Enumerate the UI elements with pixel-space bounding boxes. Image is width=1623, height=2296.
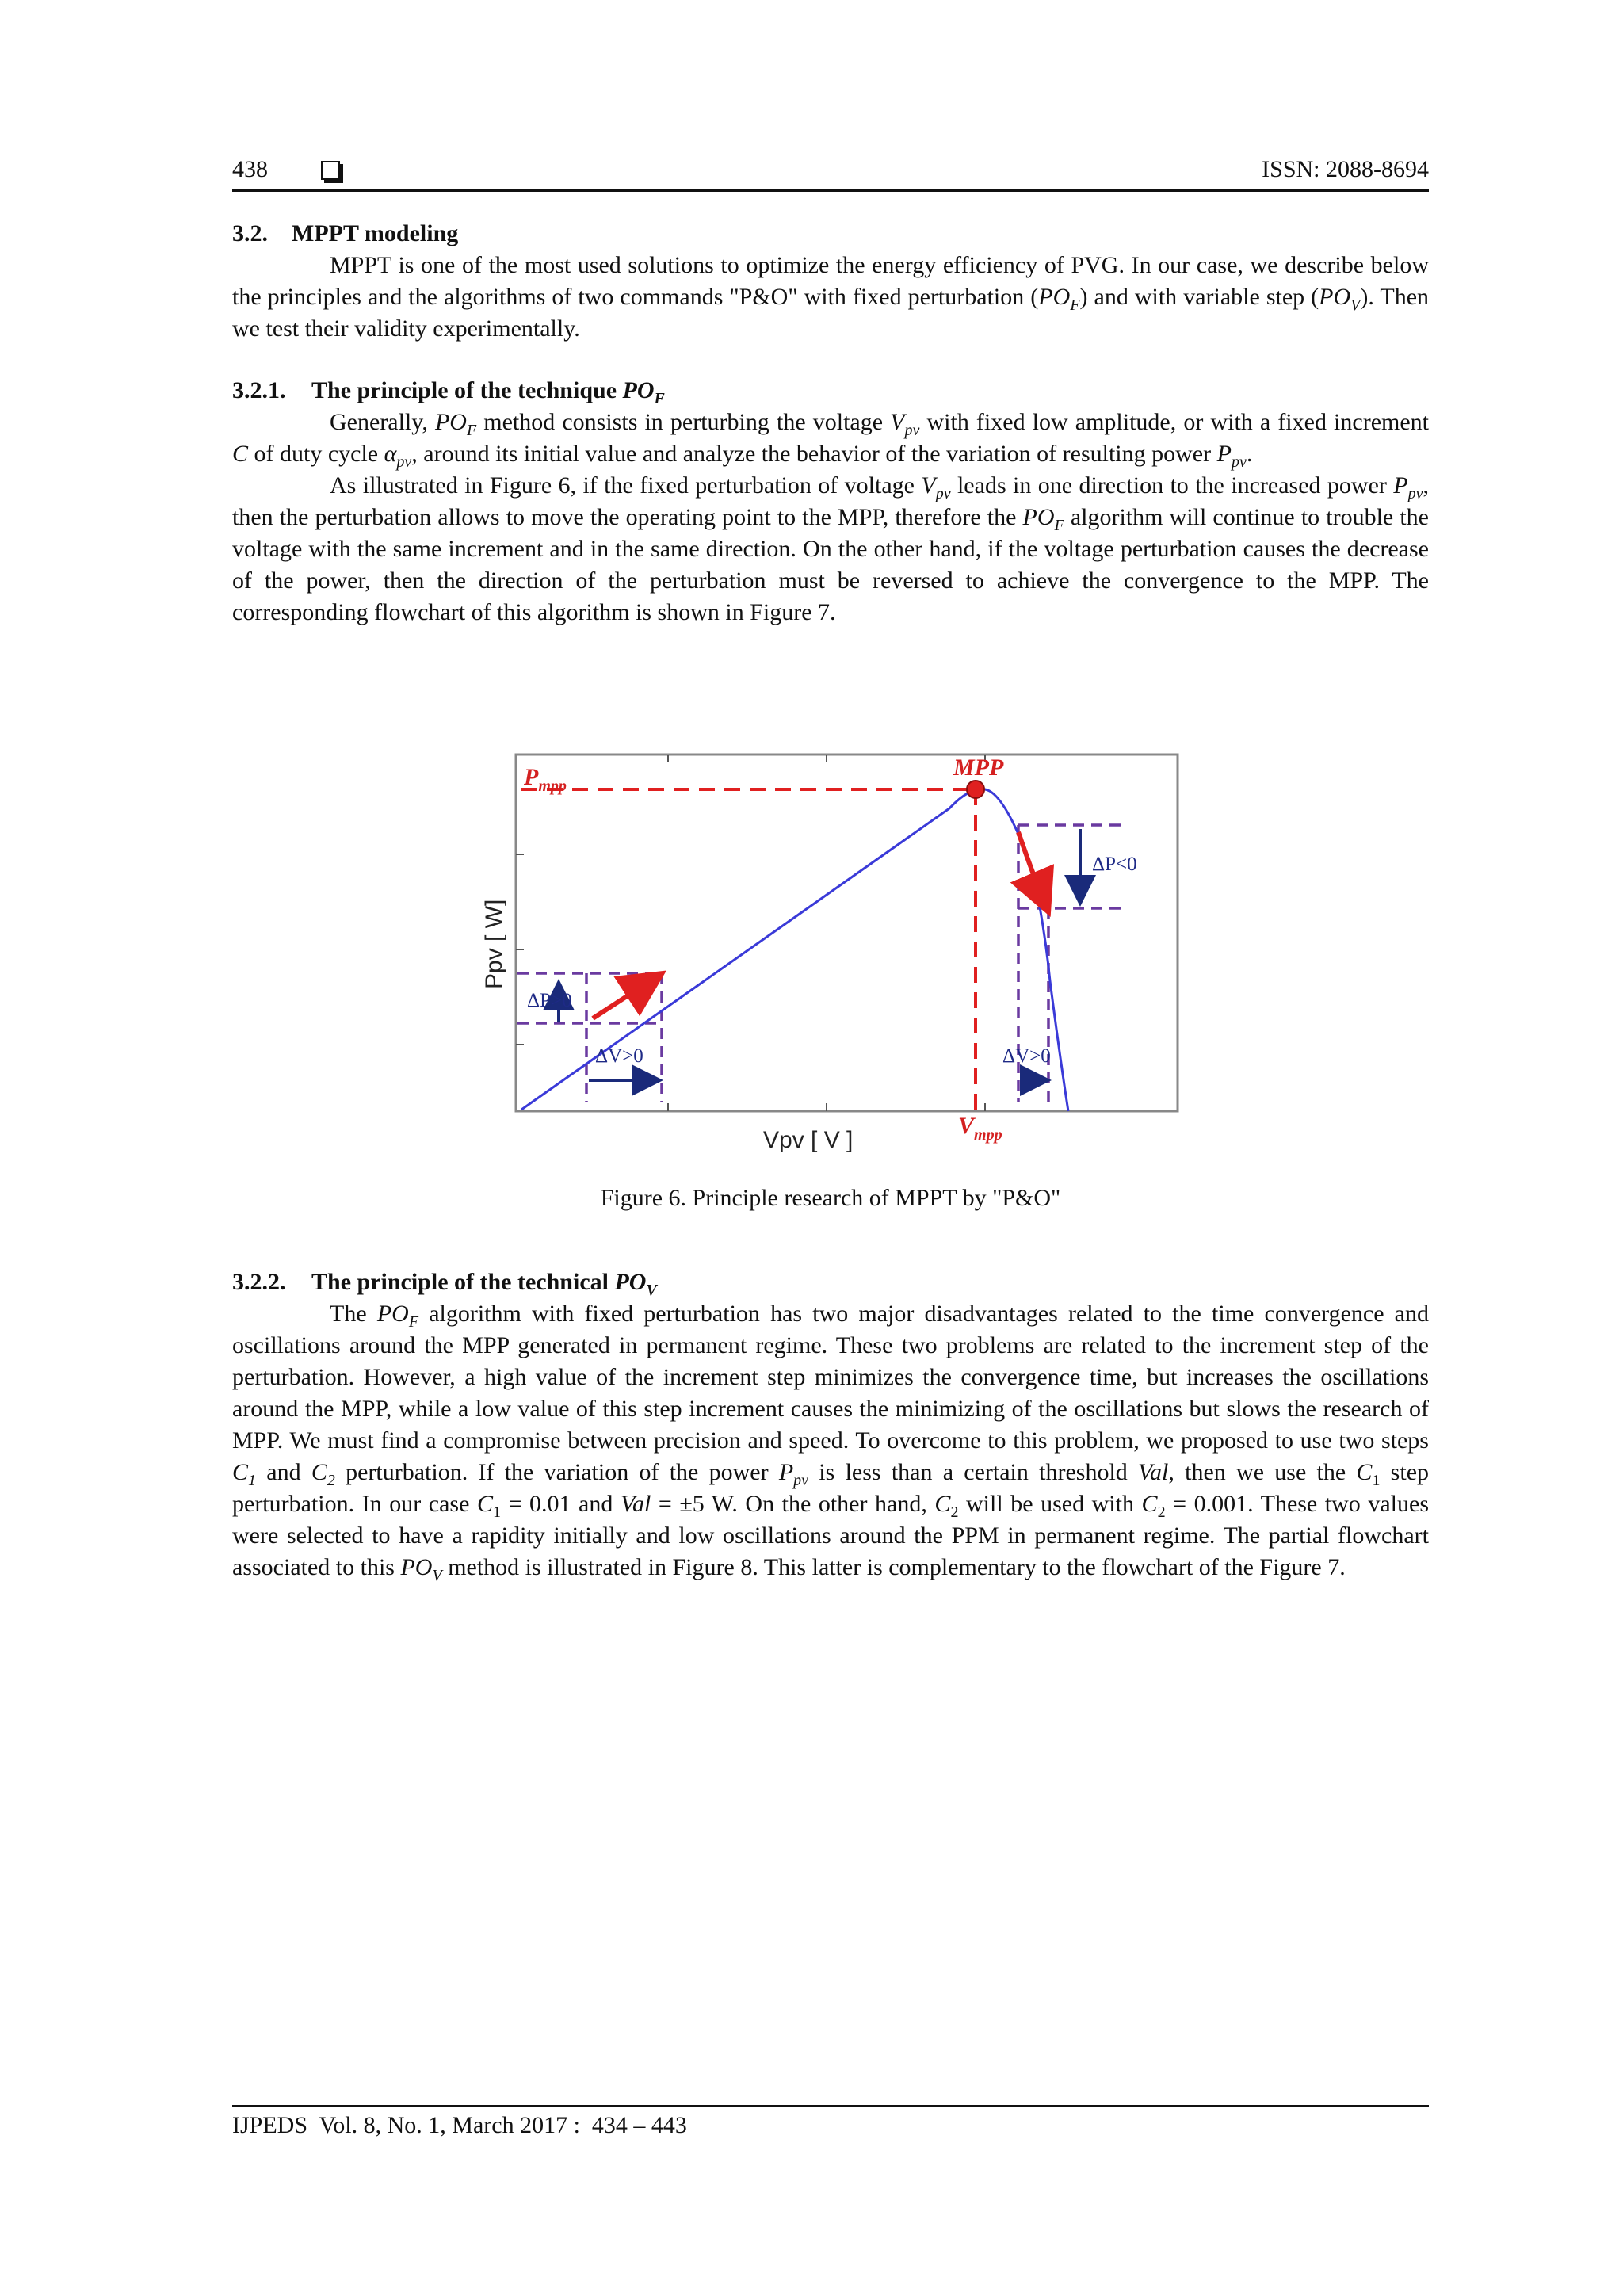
pmpp-label: $P_{mpp}$ [524,764,567,795]
paragraph: As illustrated in Figure 6, if the fixed perturbation of voltage $V_{pv}$ leads in one direction to the increased power $P_{pv}$, then the perturbation allows to move the operating point to the MPP, therefore the $PO_F$ algorithm will continue to trouble the voltage with the same increment and in the same direction. On the other hand, if the voltage perturbation causes the decrease of the power, then the direction of the perturbation must be reversed to achieve the convergence to the MPP. The corresponding flowchart of this algorithm is shown in Figure 7. [232,472,1430,625]
issn: ISSN: 2088-8694 [1262,156,1429,182]
subsection-number: 3.2.2. [232,1269,286,1295]
mpp-point [967,781,984,798]
delta-p-pos-label: ΔP>0 [527,990,572,1011]
pv-power-curve-figure [478,743,1191,1156]
vmpp-label: $V_{mpp}$ [958,1113,1002,1144]
section-3-2-2 [232,1266,1429,1584]
subsection-heading: 3.2.2. The principle of the technical $PO_V$ [232,1266,1429,1298]
delta-v-pos-label-right: ΔV>0 [1002,1045,1051,1067]
section-heading [232,218,1429,250]
paragraph: MPPT is one of the most used solutions to optimize the energy efficiency of PVG. In our case, we describe below the principles and the algorithms of two commands "P&O" with fixed perturbation $(PO_F)$ and with variable step $(PO_V)$. Then we test their validity experimentally. [232,252,1430,342]
section-number: 3.2. [232,220,268,246]
subsection-title: The principle of the technical [311,1269,615,1295]
subsection-heading: 3.2.1. The principle of the technique $PO_F$ [232,375,1429,407]
delta-v-pos-label-left: ΔV>0 [595,1045,643,1067]
y-axis-label: Ppv [ W] [481,899,507,989]
page-header [232,155,1429,192]
mpp-label: MPP [953,755,1004,781]
paragraph: The $PO_F$ algorithm with fixed perturbation has two major disadvantages related to the time convergence and oscillations around the MPP generated in permanent regime. These two problems are related to the increment step of the perturbation. However, a high value of the increment step minimizes the convergence time, but increases the oscillations around the MPP, while a low value of this step increment causes the minimizing of the oscillations but slows the research of MPP. We must find a compromise between precision and speed. To overcome to this problem, we proposed to use two steps $C_1$ and $C_2$ perturbation. If the variation of the power $P_{pv}$ is less than a certain threshold Val, then we use the $C_1$ step perturbation. In our case $C_1 = 0.01$ and Val = ±5 W. On the other hand, $C_2$ will be used with $C_2 = 0.001$. These two values were selected to have a rapidity initially and low oscillations around the PPM in permanent regime. The partial flowchart associated to this $PO_V$ method is illustrated in Figure 8. This latter is complementary to the flowchart of the Figure 7. [232,1301,1430,1584]
page-footer [232,2105,1429,2139]
subsection-number: 3.2.1. [232,377,286,403]
footer-citation: IJPEDS Vol. 8, No. 1, March 2017 : 434 – 443 [232,2112,687,2138]
section-title: MPPT modeling [292,220,459,246]
figure-6 [478,743,1191,1156]
header-box-icon [321,161,340,180]
page-number: 438 [232,156,268,182]
section-3-2-1 [232,375,1429,628]
paragraph: Generally, $PO_F$ method consists in perturbing the voltage $V_{pv}$ with fixed low amplitude, or with a fixed increment C of duty cycle $\alpha_{pv}$, around its initial value and analyze the behavior of the variation of resulting power $P_{pv}$. [232,409,1430,471]
section-3-2 [232,218,1429,345]
figure-6-caption: Figure 6. Principle research of MPPT by "P&O" [600,1185,1061,1211]
subsection-title: The principle of the technique [311,377,623,403]
x-axis-label: Vpv [ V ] [763,1127,854,1153]
delta-p-neg-label: ΔP<0 [1092,854,1137,875]
